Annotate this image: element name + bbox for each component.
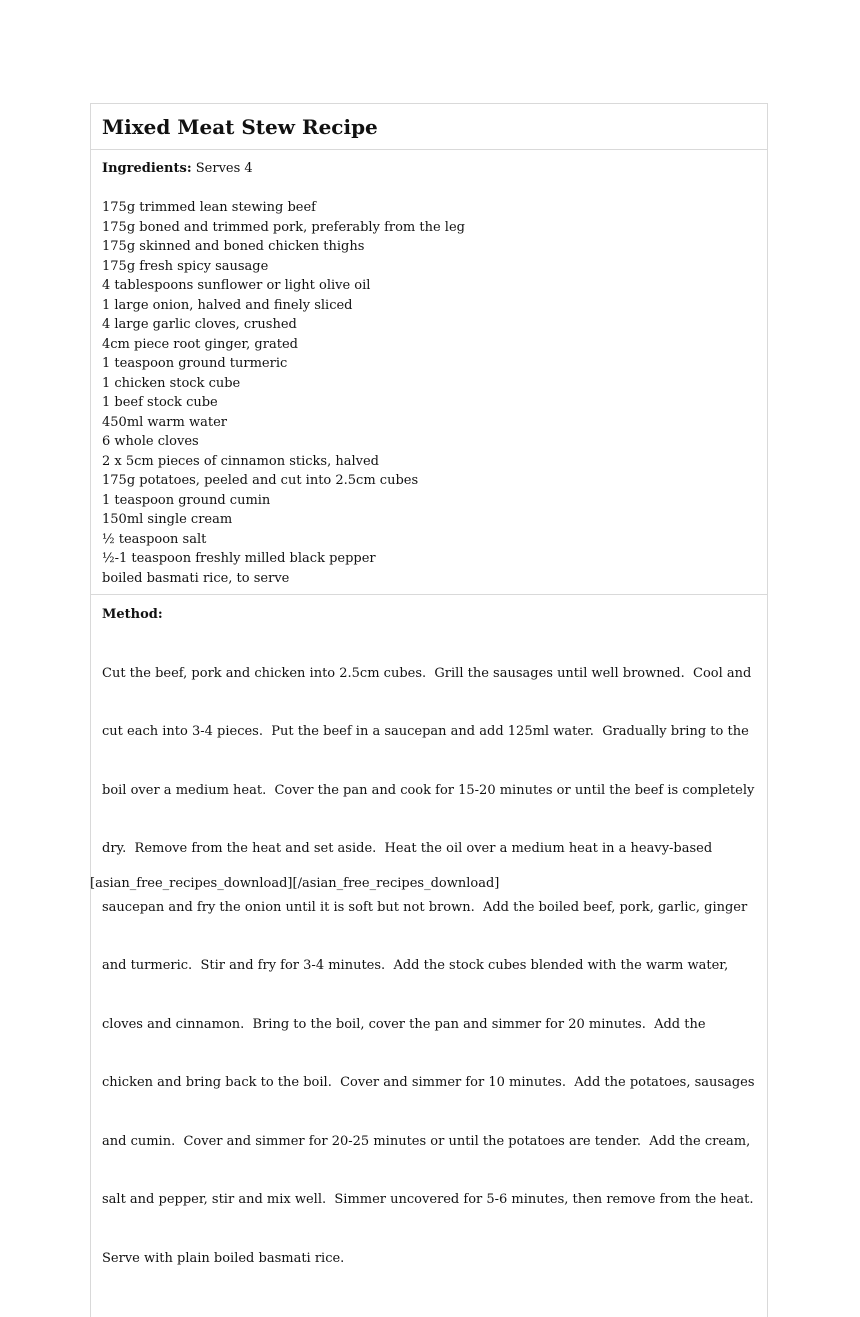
method-line: boil over a medium heat. Cover the pan and cook for 15-20 minutes or until the beef is completely (102, 782, 755, 798)
ingredient-item: ½-1 teaspoon freshly milled black pepper (102, 551, 376, 566)
method-line: salt and pepper, stir and mix well. Simmer uncovered for 5-6 minutes, then remove from the heat. (102, 1192, 754, 1207)
ingredient-item: 1 chicken stock cube (102, 375, 241, 391)
method-label: Method: (102, 607, 163, 622)
method-line: and cumin. Cover and simmer for 20-25 minutes or until the potatoes are tender. Add the cream, (102, 1133, 751, 1149)
method-section (91, 595, 767, 1317)
ingredient-item: 175g trimmed lean stewing beef (102, 200, 316, 215)
method-line: and turmeric. Stir and fry for 3-4 minutes. Add the stock cubes blended with the warm water, (102, 958, 729, 973)
recipe-title-row (91, 104, 767, 150)
ingredient-item: ½ teaspoon salt (102, 531, 207, 547)
serves-text: Serves 4 (195, 161, 253, 176)
ingredient-item: 175g skinned and boned chicken thighs (102, 239, 365, 254)
recipe-title: Mixed Meat Stew Recipe (102, 115, 378, 139)
ingredients-section (91, 150, 767, 595)
ingredients-header (102, 159, 756, 179)
ingredient-item: boiled basmati rice, to serve (102, 570, 290, 586)
method-line: Cut the beef, pork and chicken into 2.5cm cubes. Grill the sausages until well browned. Cool and (102, 665, 752, 681)
download-shortcode: [asian_free_recipes_download][/asian_free_recipes_download] (90, 876, 500, 891)
recipe-card (90, 103, 768, 1317)
ingredient-item: 175g boned and trimmed pork, preferably from the leg (102, 219, 465, 235)
ingredients-label: Ingredients: (102, 161, 192, 176)
ingredient-item: 4 tablespoons sunflower or light olive oil (102, 278, 371, 293)
ingredient-item: 175g fresh spicy sausage (102, 258, 269, 274)
ingredient-item: 175g potatoes, peeled and cut into 2.5cm cubes (102, 473, 419, 488)
method-line: chicken and bring back to the boil. Cover and simmer for 10 minutes. Add the potatoes, sausages (102, 1075, 755, 1090)
ingredient-item: 450ml warm water (102, 414, 227, 430)
ingredient-item: 150ml single cream (102, 512, 233, 527)
ingredients-list (102, 198, 756, 588)
ingredient-item: 1 beef stock cube (102, 395, 218, 410)
method-line: cloves and cinnamon. Bring to the boil, cover the pan and simmer for 20 minutes. Add the (102, 1016, 706, 1032)
ingredient-item: 1 large onion, halved and finely sliced (102, 297, 353, 313)
ingredient-item: 2 x 5cm pieces of cinnamon sticks, halved (102, 453, 379, 469)
method-line: Serve with plain boiled basmati rice. (102, 1250, 345, 1266)
method-line: cut each into 3-4 pieces. Put the beef in a saucepan and add 125ml water. Gradually bring to the (102, 724, 749, 739)
method-line: saucepan and fry the onion until it is soft but not brown. Add the boiled beef, pork, garlic, ginger (102, 899, 748, 915)
ingredient-item: 1 teaspoon ground cumin (102, 492, 271, 508)
ingredient-item: 4cm piece root ginger, grated (102, 336, 298, 352)
ingredient-item: 1 teaspoon ground turmeric (102, 356, 288, 371)
method-line: dry. Remove from the heat and set aside. Heat the oil over a medium heat in a heavy-based (102, 841, 713, 856)
ingredient-item: 4 large garlic cloves, crushed (102, 317, 297, 332)
method-text (102, 625, 756, 1308)
ingredient-item: 6 whole cloves (102, 434, 199, 449)
